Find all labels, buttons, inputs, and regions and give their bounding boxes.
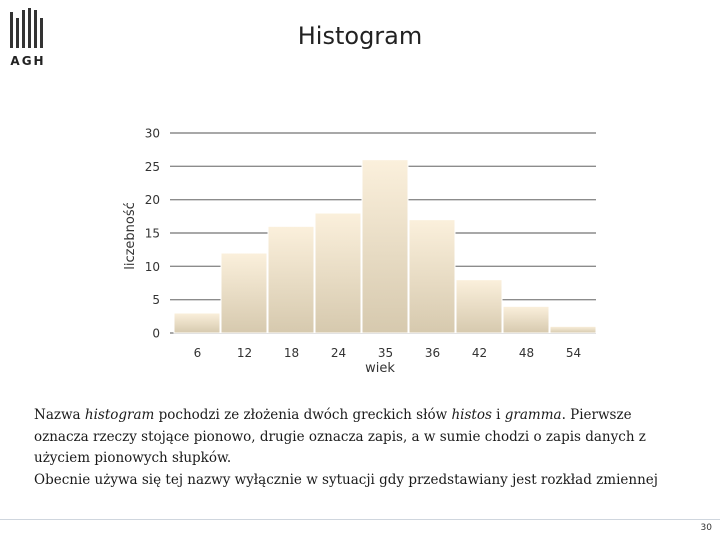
x-tick-label: 12 — [236, 346, 253, 360]
histogram-bar — [174, 313, 220, 333]
histogram-bar — [503, 306, 549, 333]
page-number: 30 — [700, 523, 712, 533]
description-text — [34, 405, 674, 491]
histogram-bar — [409, 220, 455, 333]
term-histogram: histogram — [84, 407, 155, 423]
x-axis-label: wiek — [365, 361, 395, 376]
footer-rule — [0, 519, 720, 520]
x-tick-labels — [194, 346, 581, 360]
histogram-bar — [268, 226, 314, 333]
text-segment: i — [491, 407, 505, 423]
term-gramma: gramma — [504, 407, 562, 423]
x-tick-label: 18 — [283, 346, 300, 360]
y-tick-labels — [145, 127, 160, 341]
text-segment: . Pierwsze oznacza rzeczy stojące pionowo, drugie oznacza zapis, a w sumie chodzi o zapis danych z użyciem pionowych słupków. — [34, 407, 646, 466]
x-tick-label: 35 — [377, 346, 394, 360]
term-histos: histos — [451, 407, 492, 423]
x-tick-label: 48 — [518, 346, 535, 360]
bars — [174, 160, 596, 333]
x-tick-label: 42 — [471, 346, 488, 360]
x-tick-label: 54 — [565, 346, 582, 360]
y-tick-label: 0 — [152, 326, 160, 341]
x-tick-label: 6 — [193, 346, 202, 360]
paragraph-1 — [34, 405, 674, 470]
text-segment: pochodzi ze złożenia dwóch greckich słów — [154, 407, 452, 423]
y-tick-label: 5 — [152, 293, 160, 308]
histogram-bar — [550, 326, 596, 333]
y-tick-label: 30 — [144, 126, 160, 141]
y-tick-label: 20 — [144, 193, 160, 208]
y-tick-label: 15 — [144, 226, 160, 241]
y-axis-label: liczebność — [123, 202, 138, 270]
histogram-bar — [315, 213, 361, 333]
paragraph-2: Obecnie używa się tej nazwy wyłącznie w sytuacji gdy przedstawiany jest rozkład zmiennej — [34, 471, 658, 488]
x-tick-label: 24 — [330, 346, 347, 360]
agh-logo-text: AGH — [10, 54, 46, 68]
y-tick-label: 25 — [144, 159, 160, 174]
x-tick-label: 36 — [424, 346, 441, 360]
histogram-bar — [456, 280, 502, 333]
slide-title: Histogram — [297, 22, 423, 50]
histogram-bar — [221, 253, 267, 333]
y-tick-label: 10 — [144, 259, 160, 274]
histogram-bar — [362, 160, 408, 333]
text-segment: Nazwa — [34, 407, 85, 423]
